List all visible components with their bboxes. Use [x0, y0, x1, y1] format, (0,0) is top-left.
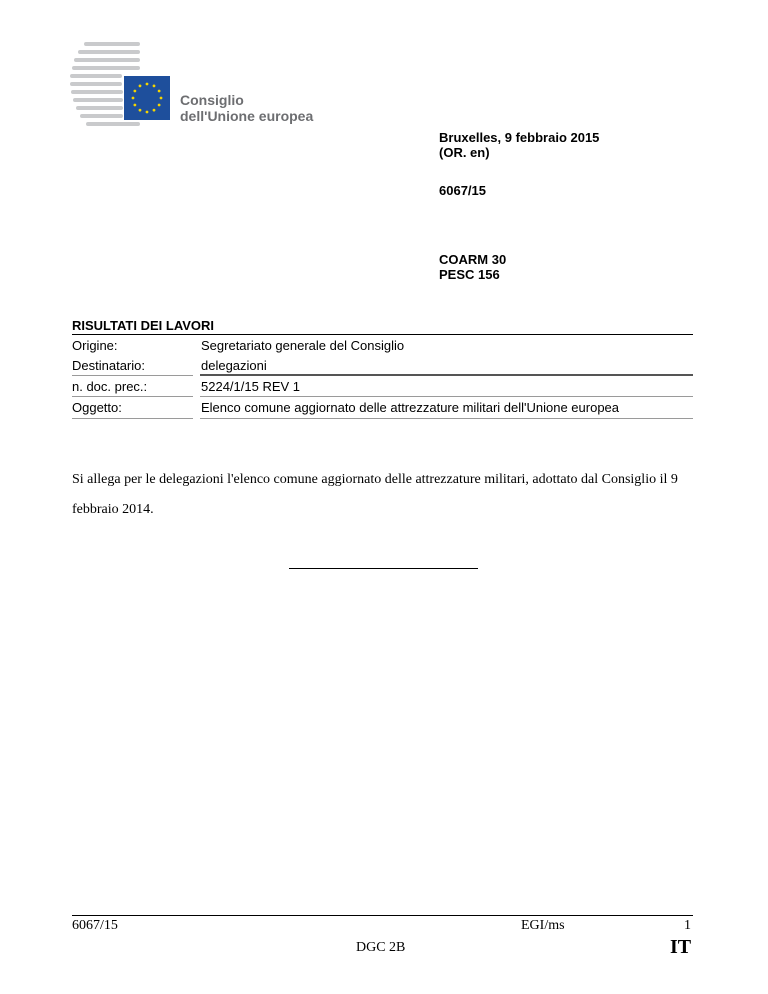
eu-star-icon: [160, 97, 163, 100]
meta-value: Segretariato generale del Consiglio: [201, 338, 405, 353]
eu-star-icon: [139, 84, 142, 87]
footer-initials: EGI/ms: [521, 918, 565, 933]
original-language: (OR. en): [439, 145, 490, 160]
eu-star-icon: [158, 104, 161, 107]
eu-star-icon: [132, 97, 135, 100]
footer-page-number: 1: [684, 918, 691, 933]
eu-flag-icon: [124, 76, 170, 120]
council-name-line2: dell'Unione europea: [180, 108, 314, 124]
meta-value: 5224/1/15 REV 1: [201, 379, 301, 394]
meta-row-subject: [72, 397, 693, 417]
eu-star-icon: [146, 83, 149, 86]
footer-rule: [72, 915, 693, 916]
meta-value: delegazioni: [201, 358, 267, 373]
body-paragraph: Si allega per le delegazioni l'elenco comune aggiornato delle attrezzature militari, adottato dal Consiglio il 9 febbraio 2014.: [72, 472, 678, 517]
council-name: [180, 92, 313, 124]
footer-dg: DGC 2B: [356, 940, 406, 955]
eu-star-icon: [133, 90, 136, 93]
eu-star-icon: [146, 111, 149, 114]
results-title: RISULTATI DEI LAVORI: [72, 318, 215, 333]
code-pesc: PESC 156: [439, 267, 500, 282]
place-date-block: [439, 130, 599, 160]
meta-value: Elenco comune aggiornato delle attrezzature militari dell'Unione europea: [201, 400, 620, 415]
place-date: Bruxelles, 9 febbraio 2015: [439, 130, 600, 145]
eu-star-icon: [133, 104, 136, 107]
code-coarm: COARM 30: [439, 252, 507, 267]
eu-star-icon: [139, 109, 142, 112]
meta-label: Destinatario:: [72, 358, 145, 373]
meta-label: n. doc. prec.:: [72, 379, 148, 394]
row-divider: [72, 418, 193, 419]
meta-label: Oggetto:: [72, 400, 122, 415]
meta-row-recipient: [72, 355, 693, 375]
eu-star-icon: [158, 90, 161, 93]
meta-label: Origine:: [72, 338, 118, 353]
eu-star-icon: [153, 109, 156, 112]
row-divider: [200, 418, 693, 419]
meta-row-prev-doc: [72, 376, 693, 396]
footer-language: IT: [670, 936, 692, 958]
council-name-line1: Consiglio: [180, 92, 244, 108]
classification-codes: [439, 252, 506, 282]
meta-row-origin: [72, 335, 693, 355]
end-rule: [289, 568, 478, 569]
document-number: 6067/15: [439, 183, 486, 198]
eu-star-icon: [153, 84, 156, 87]
footer-doc-number: 6067/15: [72, 918, 118, 933]
